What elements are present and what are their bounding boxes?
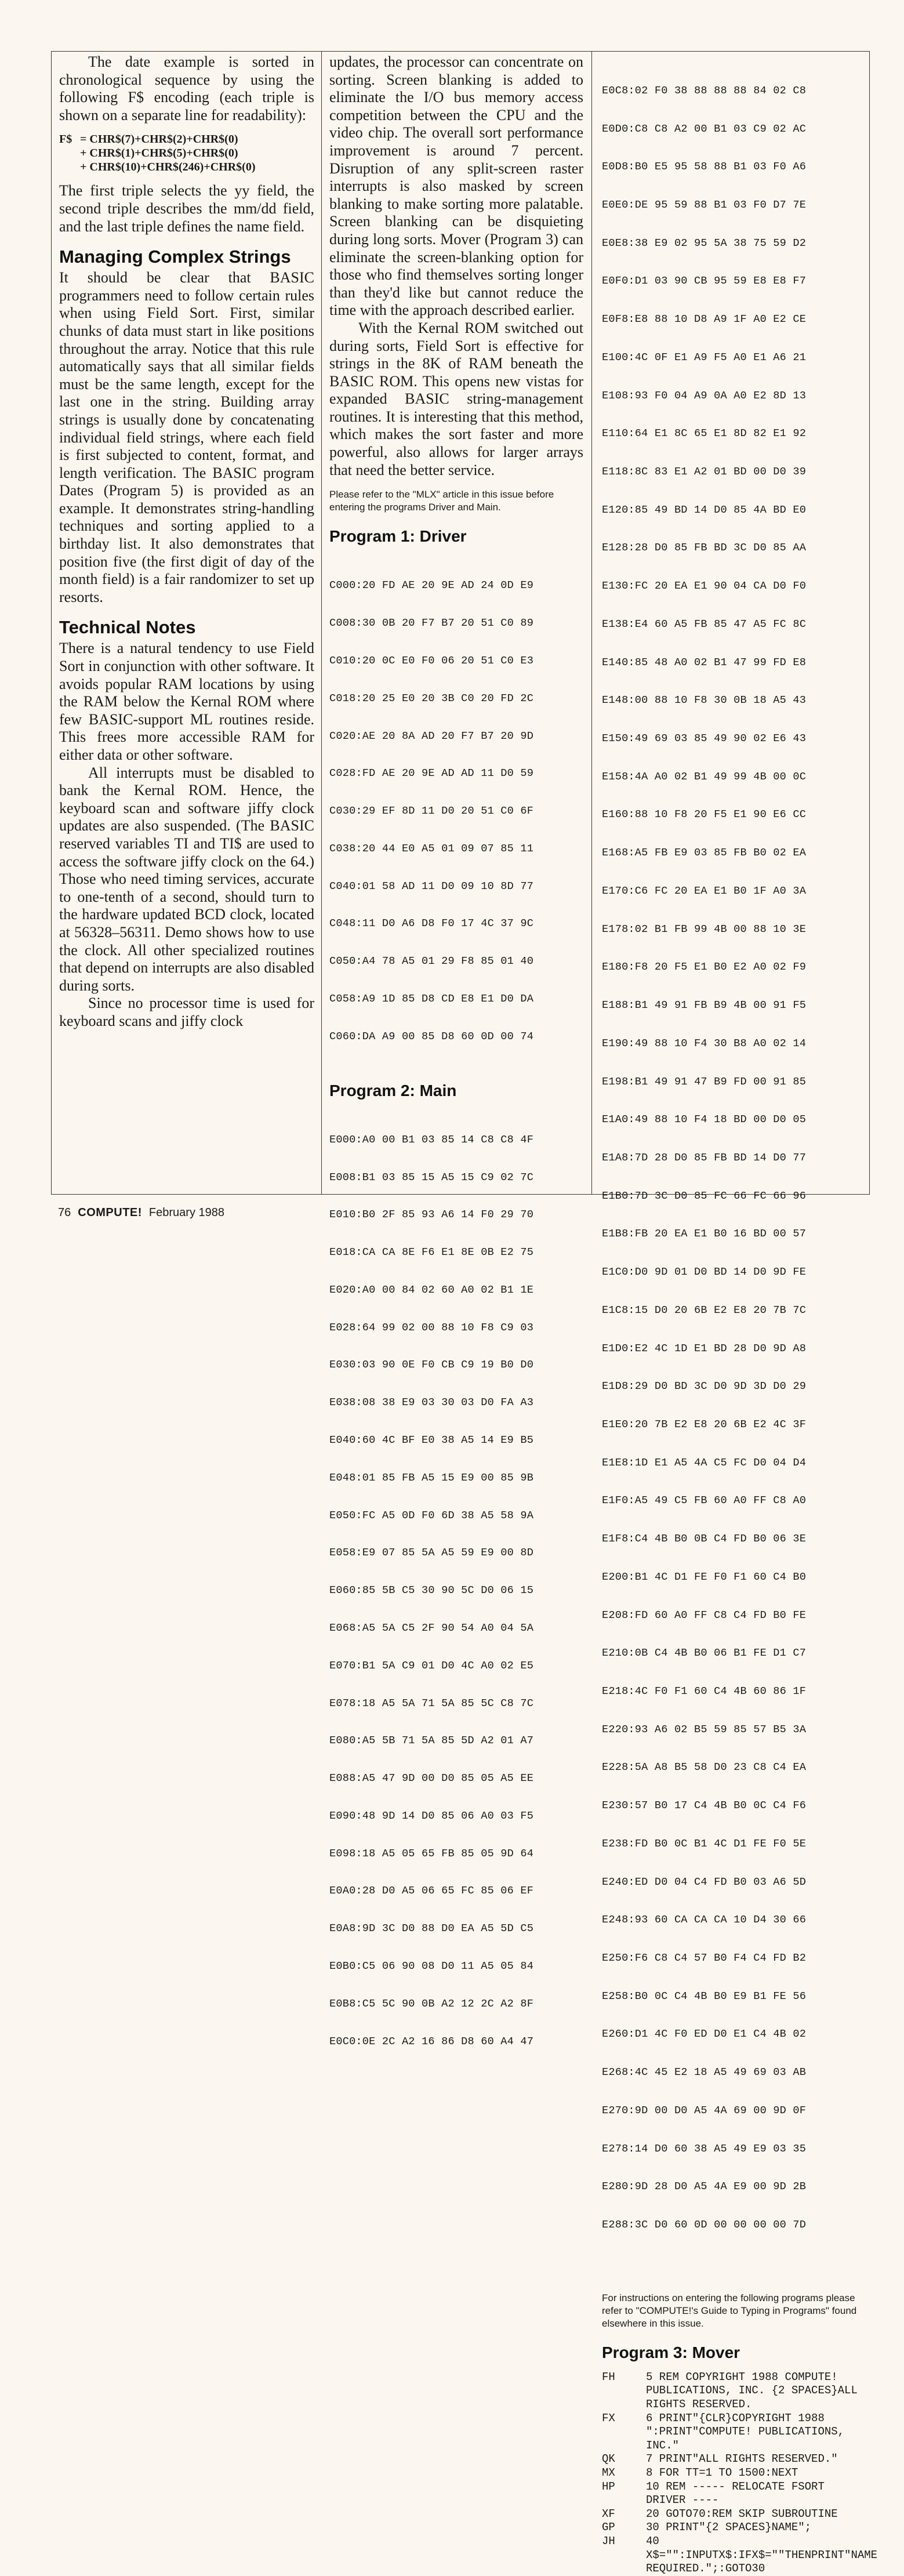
formula-label: F$ xyxy=(59,133,72,146)
hex-line: E0C0:0E 2C A2 16 86 D8 60 A4 47 xyxy=(329,2035,534,2048)
hex-line: E130:FC 20 EA E1 90 04 CA D0 F0 xyxy=(602,580,807,593)
hex-line: E200:B1 4C D1 FE F0 F1 60 C4 B0 xyxy=(602,1570,807,1583)
basic-code: 30 PRINT"{2 SPACES}NAME"; xyxy=(646,2521,812,2534)
hex-line: E1E8:1D E1 A5 4A C5 FC D0 04 D4 xyxy=(602,1456,807,1469)
hex-line: C060:DA A9 00 85 D8 60 0D 00 74 xyxy=(329,1030,534,1043)
hex-line: E1B0:7D 3C D0 85 FC 66 FC 66 96 xyxy=(602,1189,807,1202)
hex-line: E030:03 90 0E F0 CB C9 19 B0 D0 xyxy=(329,1359,534,1372)
hex-line: E150:49 69 03 85 49 90 02 E6 43 xyxy=(602,732,807,745)
column-2 xyxy=(329,53,583,2073)
hex-line: E160:88 10 F8 20 F5 E1 90 E6 CC xyxy=(602,808,807,821)
hex-line: E278:14 D0 60 38 A5 49 E9 03 35 xyxy=(602,2142,807,2155)
hex-line: E1A8:7D 28 D0 85 FB BD 14 D0 77 xyxy=(602,1151,807,1164)
hex-line: E068:A5 5A C5 2F 90 54 A0 04 5A xyxy=(329,1621,534,1634)
hex-line: E0E0:DE 95 59 88 B1 03 F0 D7 7E xyxy=(602,198,807,211)
hex-line: C010:20 0C E0 F0 06 20 51 C0 E3 xyxy=(329,655,534,667)
hex-line: E0F0:D1 03 90 CB 95 59 E8 E8 F7 xyxy=(602,275,807,288)
hex-line: E108:93 F0 04 A9 0A A0 E2 8D 13 xyxy=(602,389,807,402)
hex-line: E0B8:C5 5C 90 0B A2 12 2C A2 8F xyxy=(329,1997,534,2010)
hex-line: E080:A5 5B 71 5A 85 5D A2 01 A7 xyxy=(329,1735,534,1747)
formula-line: = CHR$(7)+CHR$(2)+CHR$(0) xyxy=(80,133,238,146)
checksum-key: HP xyxy=(602,2480,615,2493)
formula-line: + CHR$(10)+CHR$(246)+CHR$(0) xyxy=(80,161,256,174)
hex-line: E238:FD B0 0C B1 4C D1 FE F0 5E xyxy=(602,1837,807,1850)
checksum-key: FX xyxy=(602,2411,615,2425)
hex-line: E178:02 B1 FB 99 4B 00 88 10 3E xyxy=(602,923,807,935)
hex-line: E210:0B C4 4B B0 06 B1 FE D1 C7 xyxy=(602,1647,807,1660)
hex-line: E240:ED D0 04 C4 FD B0 03 A6 5D xyxy=(602,1875,807,1888)
paragraph: The date example is sorted in chronological sequence by using the following F$ encoding (each triple is shown on a separate line for readability): xyxy=(59,53,314,124)
basic-code: 7 PRINT"ALL RIGHTS RESERVED." xyxy=(646,2452,838,2466)
formula-line: + CHR$(1)+CHR$(5)+CHR$(0) xyxy=(80,147,238,160)
hex-line: E1A0:49 88 10 F4 18 BD 00 D0 05 xyxy=(602,1113,807,1126)
hex-line: E1F8:C4 4B B0 0B C4 FD B0 06 3E xyxy=(602,1533,807,1545)
main-listing-continued xyxy=(602,59,862,2257)
page-footer xyxy=(58,1206,224,1220)
basic-code: 6 PRINT"{CLR}COPYRIGHT 1988 ":PRINT"COMPUTE! PUBLICATIONS, INC." xyxy=(646,2411,851,2452)
hex-line: E250:F6 C8 C4 57 B0 F4 C4 FD B2 xyxy=(602,1952,807,1965)
basic-line xyxy=(602,2466,862,2480)
column-rule-right xyxy=(591,51,592,1195)
hex-line: C030:29 EF 8D 11 D0 20 51 C0 6F xyxy=(329,805,534,818)
hex-line: E208:FD 60 A0 FF C8 C4 FD B0 FE xyxy=(602,1609,807,1621)
main-listing xyxy=(329,1109,583,2073)
paragraph: The first triple selects the yy field, the second triple describes the mm/dd field, and the last triple defines the name field. xyxy=(59,182,314,235)
hex-line: E118:8C 83 E1 A2 01 BD 00 D0 39 xyxy=(602,466,807,478)
hex-line: E0F8:E8 88 10 D8 A9 1F A0 E2 CE xyxy=(602,313,807,326)
hex-line: E1D0:E2 4C 1D E1 BD 28 D0 9D A8 xyxy=(602,1342,807,1355)
checksum-key: JH xyxy=(602,2534,615,2548)
basic-code: 8 FOR TT=1 TO 1500:NEXT xyxy=(646,2466,798,2479)
hex-line: E0D8:B0 E5 95 58 88 B1 03 F0 A6 xyxy=(602,161,807,173)
hex-line: E228:5A A8 B5 58 D0 23 C8 C4 EA xyxy=(602,1761,807,1774)
checksum-key: GP xyxy=(602,2521,615,2534)
hex-line: E270:9D 00 D0 A5 4A 69 00 9D 0F xyxy=(602,2104,807,2117)
basic-line xyxy=(602,2534,884,2576)
hex-line: C048:11 D0 A6 D8 F0 17 4C 37 9C xyxy=(329,917,534,930)
hex-line: C058:A9 1D 85 D8 CD E8 E1 D0 DA xyxy=(329,993,534,1006)
encoding-formula xyxy=(59,132,314,174)
basic-line xyxy=(602,2480,862,2508)
hex-line: E1D8:29 D0 BD 3C D0 9D 3D D0 29 xyxy=(602,1380,807,1393)
hex-line: E1C0:D0 9D 01 D0 BD 14 D0 9D FE xyxy=(602,1266,807,1279)
hex-line: E0C8:02 F0 38 88 88 88 84 02 C8 xyxy=(602,84,807,97)
basic-line xyxy=(602,2508,862,2521)
hex-line: E1F0:A5 49 C5 FB 60 A0 FF C8 A0 xyxy=(602,1494,807,1507)
checksum-key: FH xyxy=(602,2370,615,2383)
mover-listing xyxy=(602,2370,884,2576)
hex-line: E170:C6 FC 20 EA E1 B0 1F A0 3A xyxy=(602,884,807,897)
checksum-key: XF xyxy=(602,2507,615,2520)
section-heading: Managing Complex Strings xyxy=(59,246,291,267)
hex-line: C028:FD AE 20 9E AD AD 11 D0 59 xyxy=(329,767,534,780)
hex-line: E000:A0 00 B1 03 85 14 C8 C8 4F xyxy=(329,1133,534,1146)
typing-guide-note: For instructions on entering the following programs please refer to "COMPUTE!'s Guide to Typing in Programs" found elsewhere in this issue. xyxy=(602,2292,857,2329)
hex-line: E078:18 A5 5A 71 5A 85 5C C8 7C xyxy=(329,1697,534,1710)
hex-line: E230:57 B0 17 C4 4B B0 0C C4 F6 xyxy=(602,1799,807,1812)
program-heading: Program 2: Main xyxy=(329,1081,457,1100)
hex-line: E090:48 9D 14 D0 85 06 A0 03 F5 xyxy=(329,1809,534,1822)
hex-line: E190:49 88 10 F4 30 B8 A0 02 14 xyxy=(602,1037,807,1050)
driver-listing xyxy=(329,554,583,1068)
hex-line: E0A0:28 D0 A5 06 65 FC 85 06 EF xyxy=(329,1885,534,1897)
basic-code: 20 GOTO70:REM SKIP SUBROUTINE xyxy=(646,2507,838,2520)
basic-code: 40 X$="":INPUTX$:IFX$=""THENPRINT"NAME REQUIRED.";:GOTO30 xyxy=(646,2534,884,2575)
paragraph: updates, the processor can concentrate on sorting. Screen blanking is added to eliminate the I/O bus memory access competition between the CPU and the video chip. The overall sort performance improvement is around 7 percent. Disruption of any split-screen raster interrupts is also masked by screen blanking to make sorting more palatable. Screen blanking can be disquieting during long sorts. Mover (Program 3) can eliminate the screen-blanking option for those who find themselves sorting longer than they'd like but cannot reduce the time with the approach described earlier. xyxy=(329,53,583,319)
hex-line: C050:A4 78 A5 01 29 F8 85 01 40 xyxy=(329,955,534,968)
checksum-key: MX xyxy=(602,2466,615,2479)
hex-line: E280:9D 28 D0 A5 4A E9 00 9D 2B xyxy=(602,2180,807,2193)
hex-line: E040:60 4C BF E0 38 A5 14 E9 B5 xyxy=(329,1434,534,1447)
basic-code: 10 REM ----- RELOCATE FSORT DRIVER ---- xyxy=(646,2480,832,2507)
hex-line: E180:F8 20 F5 E1 B0 E2 A0 02 F9 xyxy=(602,961,807,974)
hex-line: E010:B0 2F 85 93 A6 14 F0 29 70 xyxy=(329,1209,534,1221)
hex-line: E028:64 99 02 00 88 10 F8 C9 03 xyxy=(329,1321,534,1334)
hex-line: E098:18 A5 05 65 FB 85 05 9D 64 xyxy=(329,1847,534,1860)
basic-line xyxy=(602,2370,865,2412)
hex-line: E1C8:15 D0 20 6B E2 E8 20 7B 7C xyxy=(602,1304,807,1316)
paragraph: It should be clear that BASIC programmers need to follow certain rules when using Field Sort. First, similar chunks of data must start in like positions throughout the array. Notice that this rule automatically says that all similar fields must be the same length, except for the last one in the string. Building array strings is usually done by concatenating individual field strings, where each field is first subjected to content, format, and length verification. The BASIC program Dates (Program 5) is provided as an example. It demonstrates string-handling techniques and sorting applied to a birthday list. It also demonstrates that position five (the first digit of day of the month field) is a fair randomizer to set up resorts. xyxy=(59,269,314,605)
hex-line: E0A8:9D 3C D0 88 D0 EA A5 5D C5 xyxy=(329,1922,534,1935)
hex-line: E138:E4 60 A5 FB 85 47 A5 FC 8C xyxy=(602,618,807,630)
hex-line: E140:85 48 A0 02 B1 47 99 FD E8 xyxy=(602,656,807,669)
basic-code: 5 REM COPYRIGHT 1988 COMPUTE! PUBLICATIONS, INC. {2 SPACES}ALL RIGHTS RESERVED. xyxy=(646,2370,865,2411)
hex-line: E110:64 E1 8C 65 E1 8D 82 E1 92 xyxy=(602,427,807,440)
hex-line: E058:E9 07 85 5A A5 59 E9 00 8D xyxy=(329,1547,534,1559)
column-3 xyxy=(602,53,884,2576)
hex-line: E018:CA CA 8E F6 E1 8E 0B E2 75 xyxy=(329,1246,534,1259)
section-heading: Technical Notes xyxy=(59,617,196,638)
hex-line: C008:30 0B 20 F7 B7 20 51 C0 89 xyxy=(329,617,534,630)
hex-line: E220:93 A6 02 B5 59 85 57 B5 3A xyxy=(602,1723,807,1736)
basic-line xyxy=(602,2412,862,2453)
hex-line: E088:A5 47 9D 00 D0 85 05 A5 EE xyxy=(329,1772,534,1785)
checksum-key: QK xyxy=(602,2452,615,2466)
paragraph: With the Kernal ROM switched out during sorts, Field Sort is effective for strings in the 8K of RAM beneath the BASIC ROM. This opens new vistas for expanded BASIC string-management routines. It is interesting that this method, which makes the sort faster and more powerful, also allows for larger arrays that need the better service. xyxy=(329,319,583,478)
hex-line: E008:B1 03 85 15 A5 15 C9 02 7C xyxy=(329,1171,534,1184)
hex-line: E060:85 5B C5 30 90 5C D0 06 15 xyxy=(329,1584,534,1597)
hex-line: E188:B1 49 91 FB B9 4B 00 91 F5 xyxy=(602,999,807,1012)
paragraph: There is a natural tendency to use Field Sort in conjunction with other software. It avoids popular RAM locations by using the RAM below the Kernal ROM where few BASIC-support ML routines reside. This frees more accessible RAM for either data or other software. xyxy=(59,640,314,763)
program-heading: Program 1: Driver xyxy=(329,527,467,546)
hex-line: E258:B0 0C C4 4B B0 E9 B1 FE 56 xyxy=(602,1990,807,2002)
hex-line: E218:4C F0 F1 60 C4 4B 60 86 1F xyxy=(602,1685,807,1697)
hex-line: E260:D1 4C F0 ED D0 E1 C4 4B 02 xyxy=(602,2028,807,2041)
hex-line: E1E0:20 7B E2 E8 20 6B E2 4C 3F xyxy=(602,1418,807,1431)
program-heading: Program 3: Mover xyxy=(602,2343,740,2361)
hex-line: C040:01 58 AD 11 D0 09 10 8D 77 xyxy=(329,880,534,892)
paragraph: Since no processor time is used for keyboard scans and jiffy clock xyxy=(59,995,314,1029)
hex-line: E128:28 D0 85 FB BD 3C D0 85 AA xyxy=(602,542,807,554)
hex-line: E158:4A A0 02 B1 49 99 4B 00 0C xyxy=(602,770,807,783)
hex-line: C038:20 44 E0 A5 01 09 07 85 11 xyxy=(329,842,534,855)
basic-line xyxy=(602,2452,862,2466)
hex-line: E020:A0 00 84 02 60 A0 02 B1 1E xyxy=(329,1283,534,1296)
hex-line: E268:4C 45 E2 18 A5 49 69 03 AB xyxy=(602,2066,807,2079)
basic-line xyxy=(602,2521,862,2535)
hex-line: E0B0:C5 06 90 08 D0 11 A5 05 84 xyxy=(329,1960,534,1972)
hex-line: E048:01 85 FB A5 15 E9 00 85 9B xyxy=(329,1471,534,1484)
hex-line: C018:20 25 E0 20 3B C0 20 FD 2C xyxy=(329,692,534,705)
hex-line: E148:00 88 10 F8 30 0B 18 A5 43 xyxy=(602,694,807,707)
hex-line: E0E8:38 E9 02 95 5A 38 75 59 D2 xyxy=(602,237,807,249)
hex-line: E248:93 60 CA CA CA 10 D4 30 66 xyxy=(602,1914,807,1926)
hex-line: C020:AE 20 8A AD 20 F7 B7 20 9D xyxy=(329,730,534,742)
hex-line: E168:A5 FB E9 03 85 FB B0 02 EA xyxy=(602,847,807,859)
hex-line: E288:3C D0 60 0D 00 00 00 00 7D xyxy=(602,2219,807,2232)
hex-line: E050:FC A5 0D F0 6D 38 A5 58 9A xyxy=(329,1509,534,1522)
hex-line: E0D0:C8 C8 A2 00 B1 03 C9 02 AC xyxy=(602,122,807,135)
hex-line: E120:85 49 BD 14 D0 85 4A BD E0 xyxy=(602,503,807,516)
magazine-name: COMPUTE! xyxy=(78,1206,142,1219)
page-number: 76 xyxy=(58,1206,71,1219)
column-rule-left xyxy=(321,51,322,1195)
mlx-note: Please refer to the "MLX" article in this issue before entering the programs Driver and Main. xyxy=(329,489,554,513)
hex-line: E198:B1 49 91 47 B9 FD 00 91 85 xyxy=(602,1075,807,1088)
hex-line: E038:08 38 E9 03 30 03 D0 FA A3 xyxy=(329,1396,534,1409)
column-1 xyxy=(59,53,314,1031)
hex-line: E1B8:FB 20 EA E1 B0 16 BD 00 57 xyxy=(602,1228,807,1240)
paragraph: All interrupts must be disabled to bank the Kernal ROM. Hence, the keyboard scan and software jiffy clock updates are also suspended. (The BASIC reserved variables TI and TI$ are used to access the software jiffy clock on the 64.) Those who need timing services, accurate to one-tenth of a second, should turn to the hardware updated BCD clock, located at 56328–56311. Demo shows how to use the clock. All other specialized routines that depend on interrupts are also disabled during sorts. xyxy=(59,764,314,994)
hex-line: E070:B1 5A C9 01 D0 4C A0 02 E5 xyxy=(329,1659,534,1672)
issue-date: February 1988 xyxy=(148,1206,224,1219)
hex-line: E100:4C 0F E1 A9 F5 A0 E1 A6 21 xyxy=(602,351,807,364)
hex-line: C000:20 FD AE 20 9E AD 24 0D E9 xyxy=(329,579,534,592)
